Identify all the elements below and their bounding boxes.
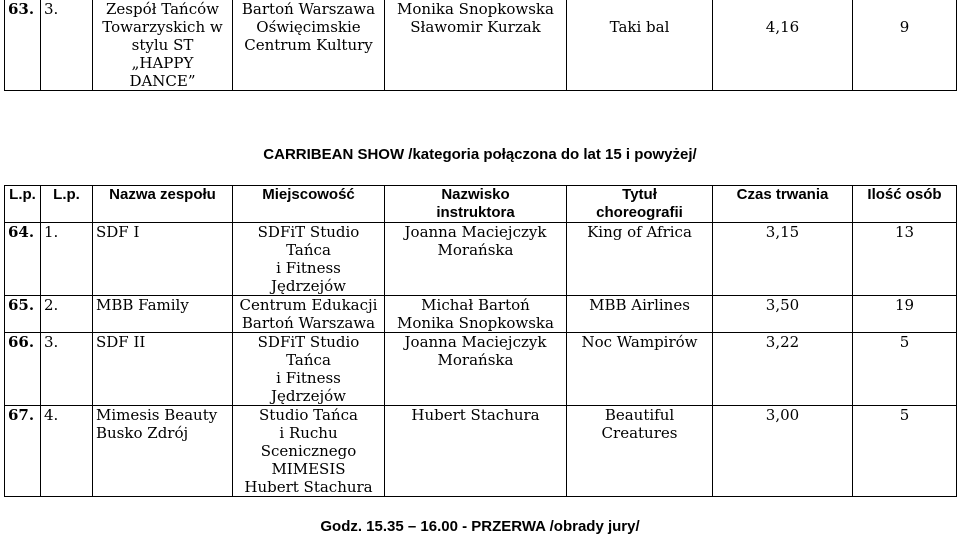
title-cell: Taki bal [567, 0, 713, 91]
header-count: Ilość osób [853, 186, 957, 223]
header-team: Nazwa zespołu [93, 186, 233, 223]
title-cell: Noc Wampirów [567, 333, 713, 406]
title-cell: Beautiful Creatures [567, 406, 713, 497]
header-instructor: Nazwisko instruktora [385, 186, 567, 223]
lp-cell: 63. [5, 0, 41, 91]
title-cell: MBB Airlines [567, 296, 713, 333]
place-cell: SDFiT Studio Tańca i Fitness Jędrzejów [233, 223, 385, 296]
place-cell: Bartoń Warszawa Oświęcimskie Centrum Kultury [233, 0, 385, 91]
instructor-cell: Joanna Maciejczyk Morańska [385, 333, 567, 406]
table-row [5, 0, 957, 91]
table-row [5, 296, 957, 333]
previous-entry-table [4, 0, 957, 91]
table-row [5, 223, 957, 296]
duration-cell: 3,50 [713, 296, 853, 333]
table-row [5, 406, 957, 497]
section-heading: CARRIBEAN SHOW /kategoria połączona do lat 15 i powyżej/ [263, 146, 697, 163]
instructor-cell: Michał Bartoń Monika Snopkowska [385, 296, 567, 333]
title-cell: King of Africa [567, 223, 713, 296]
duration-cell: 4,16 [713, 0, 853, 91]
lp2-cell: 4. [41, 406, 93, 497]
team-cell: Mimesis Beauty Busko Zdrój [93, 406, 233, 497]
lp-cell: 64. [5, 223, 41, 296]
break-note: Godz. 15.35 – 16.00 - PRZERWA /obrady jury/ [320, 518, 640, 535]
duration-cell: 3,15 [713, 223, 853, 296]
place-cell: Studio Tańca i Ruchu Scenicznego MIMESIS Hubert Stachura [233, 406, 385, 497]
header-place: Miejscowość [233, 186, 385, 223]
table-row [5, 333, 957, 406]
header-duration: Czas trwania [713, 186, 853, 223]
team-cell: MBB Family [93, 296, 233, 333]
place-cell: SDFiT Studio Tańca i Fitness Jędrzejów [233, 333, 385, 406]
header-lp: L.p. [5, 186, 41, 223]
lp-cell: 67. [5, 406, 41, 497]
count-cell: 19 [853, 296, 957, 333]
lp-cell: 65. [5, 296, 41, 333]
instructor-cell: Hubert Stachura [385, 406, 567, 497]
count-cell: 13 [853, 223, 957, 296]
place-cell: Centrum Edukacji Bartoń Warszawa [233, 296, 385, 333]
count-cell: 9 [853, 0, 957, 91]
header-lp2: L.p. [41, 186, 93, 223]
table-header-row [5, 186, 957, 223]
header-title: Tytuł choreografii [567, 186, 713, 223]
count-cell: 5 [853, 406, 957, 497]
lp2-cell: 3. [41, 0, 93, 91]
instructor-cell: Monika Snopkowska Sławomir Kurzak [385, 0, 567, 91]
entries-table [4, 185, 957, 497]
lp-cell: 66. [5, 333, 41, 406]
duration-cell: 3,00 [713, 406, 853, 497]
team-cell: SDF II [93, 333, 233, 406]
lp2-cell: 3. [41, 333, 93, 406]
count-cell: 5 [853, 333, 957, 406]
team-cell: SDF I [93, 223, 233, 296]
instructor-cell: Joanna Maciejczyk Morańska [385, 223, 567, 296]
lp2-cell: 2. [41, 296, 93, 333]
lp2-cell: 1. [41, 223, 93, 296]
duration-cell: 3,22 [713, 333, 853, 406]
team-cell: Zespół Tańców Towarzyskich w stylu ST „HAPPY DANCE” [93, 0, 233, 91]
